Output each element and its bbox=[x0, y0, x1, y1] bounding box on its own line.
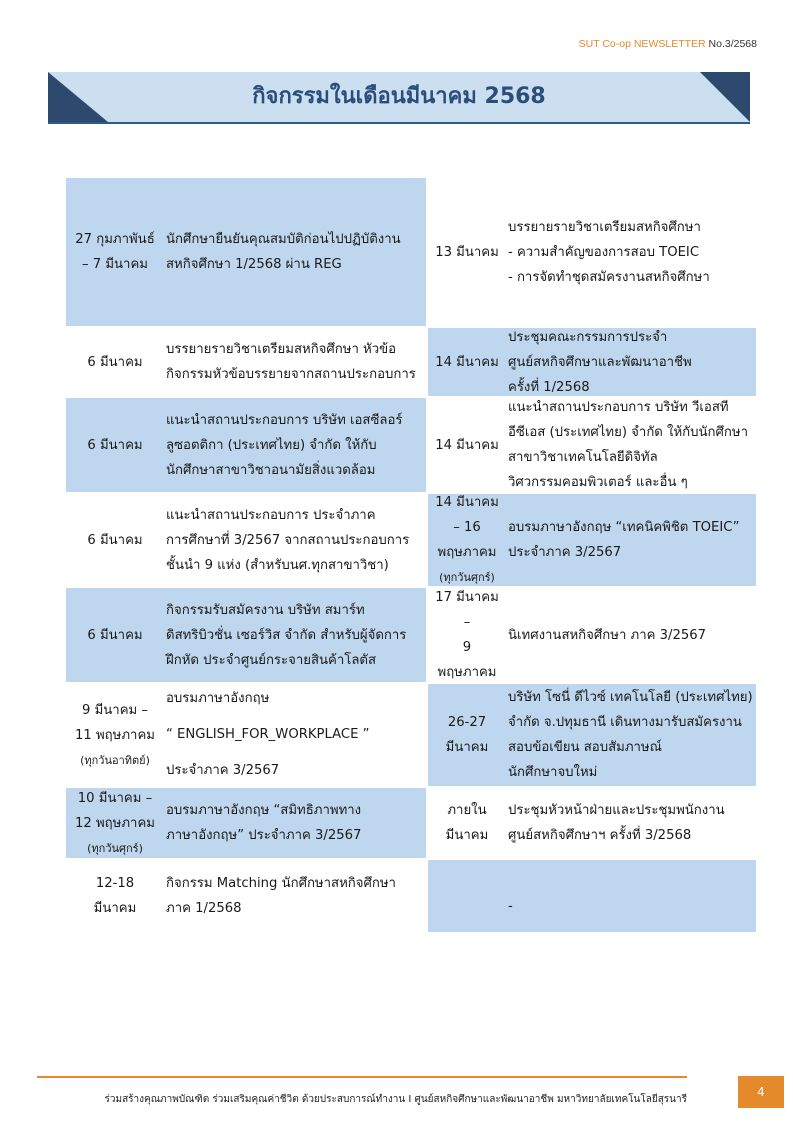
date-line: พฤษภาคม bbox=[437, 545, 497, 560]
description-line: สหกิจศึกษา 1/2568 ผ่าน REG bbox=[166, 257, 342, 272]
right-activity-4 bbox=[426, 494, 756, 588]
description-line: ประจำภาค 3/2567 bbox=[508, 545, 622, 560]
description-line: นิเทศงานสหกิจศึกษา ภาค 3/2567 bbox=[508, 627, 707, 643]
activity-date bbox=[428, 684, 506, 786]
description-line: กิจกรรมรับสมัครงาน บริษัท สมาร์ท bbox=[166, 602, 365, 618]
description-line: แนะนำสถานประกอบการ บริษัท วีเอสที bbox=[508, 400, 729, 415]
left-activity-7 bbox=[66, 788, 426, 860]
description-line: นักศึกษายืนยันคุณสมบัติก่อนไปปฏิบัติงาน bbox=[166, 232, 401, 247]
date-line: 11 พฤษภาคม bbox=[75, 727, 155, 743]
description-line: บริษัท โซนี่ ดีไวซ์ เทคโนโลยี (ประเทศไทย) bbox=[508, 690, 753, 705]
date-line: 14 มีนาคม bbox=[435, 495, 499, 510]
activity-description bbox=[506, 398, 756, 492]
description-line: สอบข้อเขียน สอบสัมภาษณ์ bbox=[508, 740, 662, 755]
description-line: ศูนย์สหกิจศึกษาและพัฒนาอาชีพ bbox=[508, 354, 692, 370]
activity-description bbox=[164, 328, 426, 396]
description-line: นักศึกษาจบใหม่ bbox=[508, 765, 598, 780]
description-line: ประชุมหัวหน้าฝ่ายและประชุมพนักงาน bbox=[508, 803, 725, 818]
activity-description bbox=[506, 178, 756, 326]
page-number: 4 bbox=[738, 1076, 784, 1108]
date-line: – 16 bbox=[453, 520, 481, 535]
date-line: 27 กุมภาพันธ์ bbox=[75, 232, 155, 247]
description-line: แนะนำสถานประกอบการ ประจำภาค bbox=[166, 507, 376, 523]
right-activity-2 bbox=[426, 328, 756, 398]
activity-date bbox=[66, 860, 164, 932]
right-activity-5 bbox=[426, 588, 756, 684]
left-activity-8 bbox=[66, 860, 426, 934]
description-line: บรรยายรายวิชาเตรียมสหกิจศึกษา bbox=[508, 219, 701, 235]
activity-table bbox=[66, 178, 756, 934]
right-activity-8 bbox=[426, 860, 756, 934]
activity-date bbox=[428, 178, 506, 326]
left-activity-6 bbox=[66, 684, 426, 788]
activity-description bbox=[506, 588, 756, 682]
description-line: กิจกรรมหัวข้อบรรยายจากสถานประกอบการ bbox=[166, 367, 416, 382]
description-line: ชั้นนำ 9 แห่ง (สำหรับนศ.ทุกสาขาวิชา) bbox=[166, 557, 389, 573]
activity-date bbox=[66, 398, 164, 492]
right-activity-1 bbox=[426, 178, 756, 328]
date-note: (ทุกวันศุกร์) bbox=[439, 571, 495, 584]
activity-date bbox=[428, 398, 506, 492]
right-activity-6 bbox=[426, 684, 756, 788]
activity-description bbox=[506, 328, 756, 396]
date-line: 6 มีนาคม bbox=[87, 627, 143, 643]
date-line: 6 มีนาคม bbox=[87, 437, 143, 453]
description-line: ภาษาอังกฤษ” ประจำภาค 3/2567 bbox=[166, 828, 362, 843]
date-line: – bbox=[463, 615, 471, 630]
left-activity-4 bbox=[66, 494, 426, 588]
activity-description bbox=[164, 860, 426, 932]
activity-description bbox=[506, 860, 756, 932]
description-line: อบรมภาษาอังกฤษ “สมิทธิภาพทาง bbox=[166, 803, 362, 818]
date-line: มีนาคม bbox=[93, 901, 137, 916]
description-line: ฝึกหัด ประจำศูนย์กระจายสินค้าโลตัส bbox=[166, 652, 377, 668]
right-activity-3 bbox=[426, 398, 756, 494]
activity-description bbox=[164, 684, 426, 786]
activity-date bbox=[66, 684, 164, 786]
description-line: แนะนำสถานประกอบการ บริษัท เอสซีลอร์ bbox=[166, 412, 403, 428]
description-line: ประจำภาค 3/2567 bbox=[166, 763, 280, 778]
activity-date bbox=[428, 860, 506, 932]
date-line: พฤษภาคม bbox=[437, 665, 497, 680]
description-line: ศูนย์สหกิจศึกษาฯ ครั้งที่ 3/2568 bbox=[508, 828, 692, 843]
description-line: บรรยายรายวิชาเตรียมสหกิจศึกษา หัวข้อ bbox=[166, 342, 397, 357]
description-line: - การจัดทำชุดสมัครงานสหกิจศึกษา bbox=[508, 269, 710, 285]
footer-slogan: ร่วมสร้างคุณภาพบัณฑิต ร่วมเสริมคุณค่าชีวิต ด้วยประสบการณ์ทำงาน I ศูนย์สหกิจศึกษาและพัฒนาอาชีพ มหาวิทยาลัยเทคโนโลยีสุรนารี bbox=[104, 1094, 687, 1105]
activity-date bbox=[428, 494, 506, 586]
activity-description bbox=[164, 788, 426, 858]
activity-description bbox=[164, 494, 426, 586]
description-line: - ความสำคัญของการสอบ TOEIC bbox=[508, 244, 700, 260]
date-line: มีนาคม bbox=[445, 740, 489, 755]
description-line: อบรมภาษาอังกฤษ bbox=[166, 691, 270, 706]
description-line: กิจกรรม Matching นักศึกษาสหกิจศึกษา bbox=[166, 876, 396, 891]
date-line: 12-18 bbox=[95, 876, 135, 891]
title-banner bbox=[48, 72, 750, 124]
newsletter-issue: No.3/2568 bbox=[708, 38, 757, 50]
activity-description bbox=[506, 788, 756, 858]
description-line: ลูซอตติกา (ประเทศไทย) จำกัด ให้กับ bbox=[166, 437, 377, 453]
activity-description bbox=[164, 588, 426, 682]
date-note: (ทุกวันศุกร์) bbox=[87, 841, 143, 855]
activity-description bbox=[164, 178, 426, 326]
right-activity-7 bbox=[426, 788, 756, 860]
activity-date bbox=[66, 788, 164, 858]
date-line: 12 พฤษภาคม bbox=[75, 815, 155, 831]
description-line: วิศวกรรมคอมพิวเตอร์ และอื่น ๆ bbox=[508, 475, 688, 490]
date-line: 9 bbox=[462, 640, 472, 655]
activity-date bbox=[66, 588, 164, 682]
date-line: มีนาคม bbox=[445, 828, 489, 843]
page-title: กิจกรรมในเดือนมีนาคม 2568 bbox=[252, 84, 546, 109]
activity-date bbox=[428, 788, 506, 858]
date-line: 6 มีนาคม bbox=[87, 532, 143, 548]
activity-date bbox=[66, 494, 164, 586]
description-line: จำกัด จ.ปทุมธานี เดินทางมารับสมัครงาน bbox=[508, 715, 742, 730]
date-line: 14 มีนาคม bbox=[435, 354, 499, 370]
description-line: ครั้งที่ 1/2568 bbox=[508, 379, 590, 395]
date-note: (ทุกวันอาทิตย์) bbox=[80, 753, 150, 767]
footer-rule bbox=[37, 1076, 687, 1078]
date-line: 26-27 bbox=[447, 715, 487, 730]
date-line: 14 มีนาคม bbox=[435, 437, 499, 453]
date-line: ภายใน bbox=[447, 803, 487, 818]
description-line: ดิสทริบิวชั่น เซอร์วิส จำกัด สำหรับผู้จัดการ bbox=[166, 627, 407, 643]
left-activity-1 bbox=[66, 178, 426, 328]
activity-date bbox=[66, 178, 164, 326]
activity-description bbox=[164, 398, 426, 492]
newsletter-brand: SUT Co-op NEWSLETTER bbox=[578, 38, 706, 50]
left-activity-2 bbox=[66, 328, 426, 398]
date-line: 10 มีนาคม – bbox=[77, 790, 153, 806]
description-line: การศึกษาที่ 3/2567 จากสถานประกอบการ bbox=[166, 532, 410, 548]
activity-date bbox=[428, 588, 506, 682]
date-line: 17 มีนาคม bbox=[435, 590, 499, 605]
description-line: สาขาวิชาเทคโนโลยีดิจิทัล bbox=[508, 450, 658, 465]
description-line: ภาค 1/2568 bbox=[166, 901, 242, 916]
activity-description bbox=[506, 494, 756, 586]
date-line: 9 มีนาคม – bbox=[82, 702, 148, 718]
date-line: – 7 มีนาคม bbox=[81, 257, 148, 272]
description-line: ประชุมคณะกรรมการประจำ bbox=[508, 329, 668, 345]
date-line: 13 มีนาคม bbox=[435, 244, 499, 260]
left-activity-5 bbox=[66, 588, 426, 684]
left-activity-3 bbox=[66, 398, 426, 494]
activity-date bbox=[66, 328, 164, 396]
newsletter-header bbox=[579, 38, 757, 50]
description-line: อบรมภาษาอังกฤษ “เทคนิคพิชิต TOEIC” bbox=[508, 520, 740, 535]
description-line: “ ENGLISH_FOR_WORKPLACE ” bbox=[166, 727, 370, 742]
description-line: อีซีเอส (ประเทศไทย) จำกัด ให้กับนักศึกษา bbox=[508, 425, 748, 440]
activity-date bbox=[428, 328, 506, 396]
description-line: นักศึกษาสาขาวิชาอนามัยสิ่งแวดล้อม bbox=[166, 462, 376, 478]
description-line: - bbox=[508, 898, 513, 914]
date-line: 6 มีนาคม bbox=[87, 354, 143, 370]
activity-description bbox=[506, 684, 759, 786]
